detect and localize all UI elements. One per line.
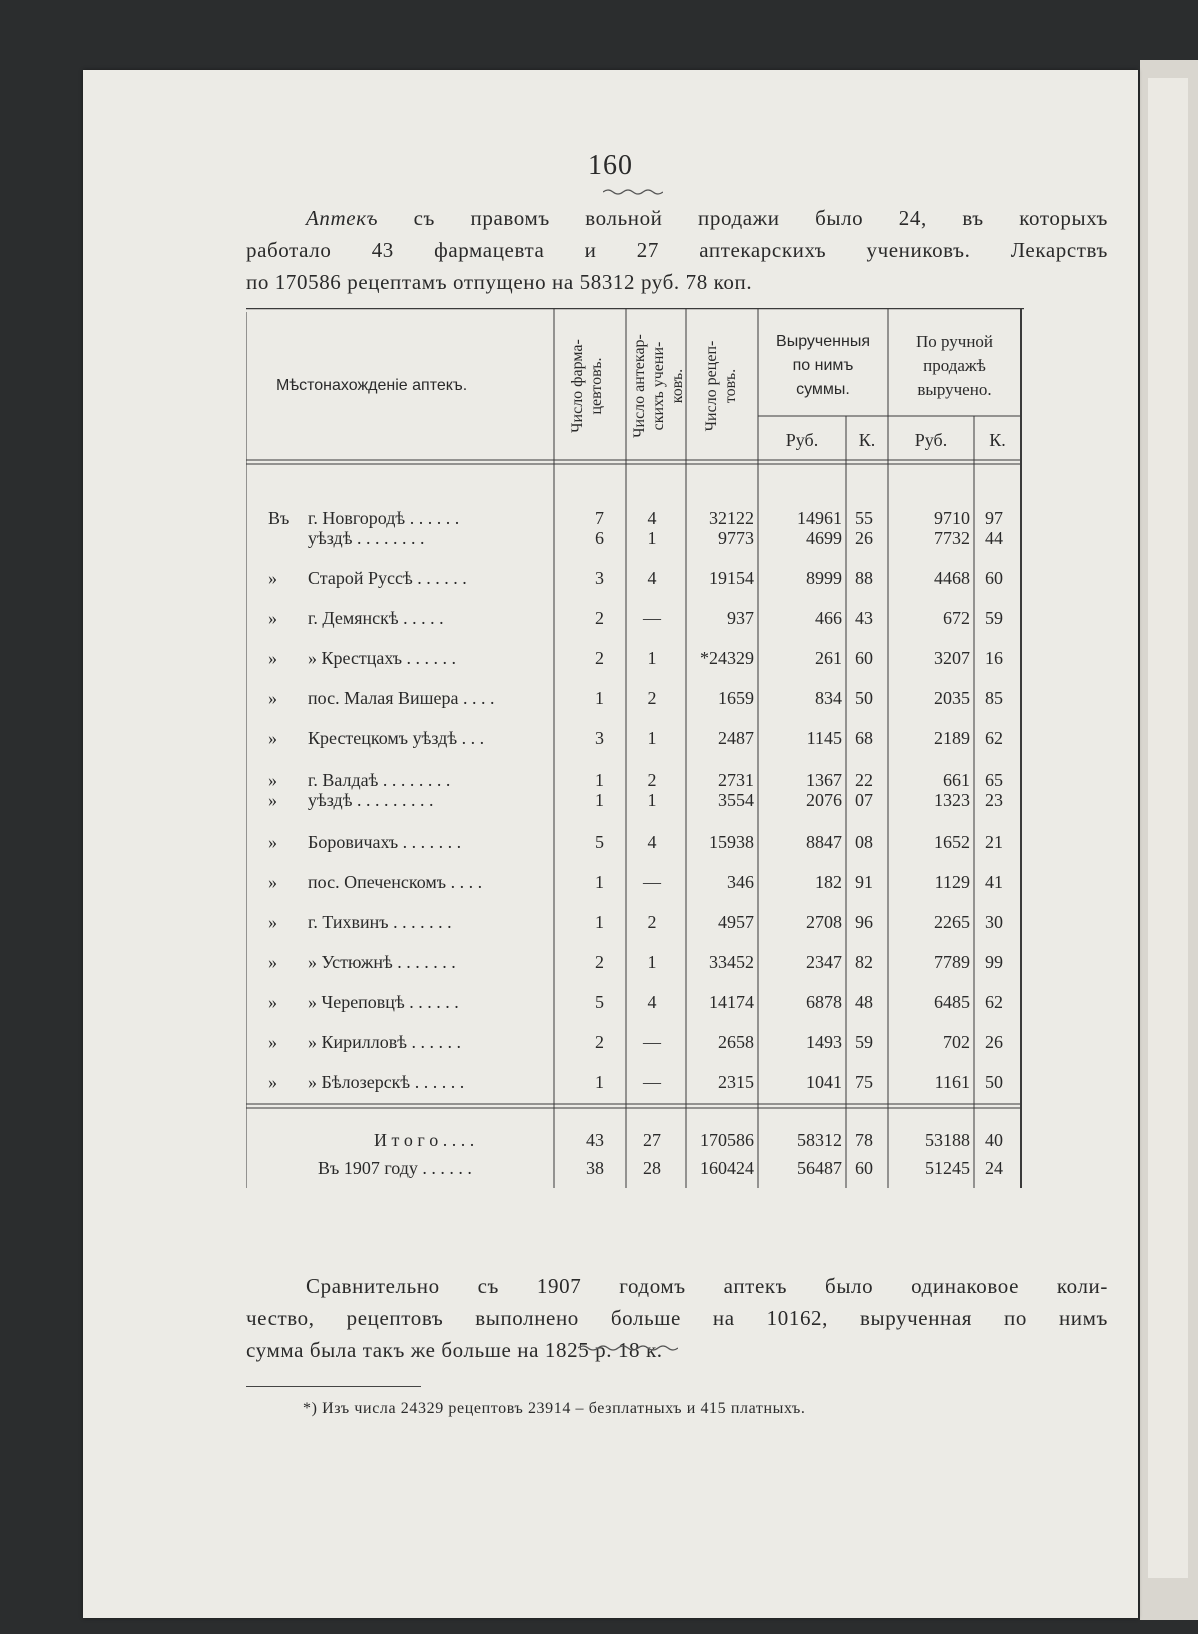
total-label: И т о г о . . . .	[374, 1130, 475, 1150]
header-apprentices-line-3: ковъ.	[669, 368, 686, 404]
row-manual-rub: 6485	[934, 992, 970, 1012]
row-manual-rub: 7732	[934, 528, 970, 548]
row-apprentices: 2	[647, 770, 657, 790]
row-apprentices: 4	[647, 508, 657, 528]
row-prefix: »	[268, 770, 277, 790]
row-recipes: 15938	[709, 832, 754, 852]
row-kop: 82	[855, 952, 873, 972]
header-apprentices	[630, 316, 687, 456]
header-pharmacists-line-1: Число фарма-	[569, 339, 586, 433]
row-apprentices: 1	[647, 528, 657, 548]
row-location: Крестецкомъ уѣздѣ . . .	[308, 728, 485, 748]
row-recipes: 1659	[718, 688, 754, 708]
row-manual-rub: 1161	[934, 1072, 970, 1092]
book-page	[83, 70, 1138, 1618]
row-kop: 43	[855, 608, 873, 628]
header-proceeds-line-3: суммы.	[796, 381, 850, 398]
row-apprentices: —	[643, 1032, 661, 1052]
row-rub: 2347	[806, 952, 842, 972]
header-proceeds	[758, 330, 888, 402]
row-apprentices: 1	[647, 790, 657, 810]
row-manual-kop: 41	[985, 872, 1003, 892]
row-kop: 22	[855, 770, 873, 790]
row-pharmacists: 3	[595, 568, 604, 588]
row-rub: 2076	[806, 790, 842, 810]
row-rub: 8999	[806, 568, 842, 588]
pharmacy-table	[246, 308, 1024, 1268]
page-number: 160	[588, 150, 633, 181]
row-rub: 4699	[806, 528, 842, 548]
header-recipes	[702, 316, 740, 456]
row-kop: 55	[855, 508, 873, 528]
row-manual-kop: 65	[985, 770, 1003, 790]
header-proceeds-line-1: Вырученныя	[776, 333, 870, 350]
row-apprentices: 4	[647, 832, 657, 852]
row-manual-rub: 1652	[934, 832, 970, 852]
row-manual-rub: 1129	[934, 872, 970, 892]
row-prefix: »	[268, 832, 277, 852]
row-manual-rub: 2265	[934, 912, 970, 932]
row-kop: 08	[855, 832, 873, 852]
row-recipes: 937	[727, 608, 754, 628]
row-rub: 8847	[806, 832, 842, 852]
row-location: » Крестцахъ . . . . . .	[308, 648, 457, 668]
row-apprentices: 1	[647, 648, 657, 668]
row-manual-rub: 2035	[934, 688, 970, 708]
row-rub: 1493	[806, 1032, 842, 1052]
row-recipes: 32122	[709, 508, 754, 528]
row-location: Старой Руссѣ . . . . . .	[308, 568, 467, 588]
header-manual-line-2: продажѣ	[923, 356, 986, 375]
row-manual-rub: 702	[943, 1032, 970, 1052]
row-prefix: »	[268, 648, 277, 668]
total-apprentices: 28	[643, 1158, 661, 1178]
footnote: *) Изъ числа 24329 рецептовъ 23914 – безплатныхъ и 415 платныхъ.	[303, 1400, 806, 1417]
row-pharmacists: 1	[595, 688, 604, 708]
row-kop: 50	[855, 688, 873, 708]
total-recipes: 160424	[700, 1158, 754, 1178]
row-location: » Устюжнѣ . . . . . . .	[308, 952, 456, 972]
intro-paragraph	[246, 202, 1108, 298]
row-recipes: 14174	[709, 992, 754, 1012]
row-pharmacists: 1	[595, 770, 604, 790]
row-apprentices: 1	[647, 952, 657, 972]
total-label: Въ 1907 году . . . . . .	[318, 1158, 472, 1178]
row-manual-kop: 26	[985, 1032, 1003, 1052]
adjacent-page-edge-inner	[1148, 78, 1188, 1578]
row-recipes: *24329	[700, 648, 754, 668]
row-apprentices: 4	[647, 568, 657, 588]
row-manual-kop: 59	[985, 608, 1003, 628]
row-rub: 834	[815, 688, 842, 708]
row-manual-kop: 97	[985, 508, 1003, 528]
row-pharmacists: 7	[595, 508, 604, 528]
row-kop: 59	[855, 1032, 873, 1052]
row-pharmacists: 5	[595, 832, 604, 852]
row-manual-rub: 672	[943, 608, 970, 628]
row-prefix: »	[268, 568, 277, 588]
row-manual-kop: 50	[985, 1072, 1003, 1092]
row-location: г. Новгородѣ . . . . . .	[308, 508, 460, 528]
row-apprentices: 1	[647, 728, 657, 748]
ornament-squiggle-bottom	[578, 1344, 678, 1352]
row-recipes: 3554	[718, 790, 754, 810]
row-location: пос. Малая Вишера . . . .	[308, 688, 495, 708]
row-prefix: »	[268, 1072, 277, 1092]
header-proceeds-line-2: по нимъ	[792, 357, 854, 374]
row-manual-rub: 2189	[934, 728, 970, 748]
row-manual-kop: 62	[985, 992, 1003, 1012]
row-recipes: 19154	[709, 568, 754, 588]
row-recipes: 2731	[718, 770, 754, 790]
header-recipes-line-2: товъ.	[722, 368, 739, 404]
row-manual-kop: 21	[985, 832, 1003, 852]
row-location: Боровичахъ . . . . . . .	[308, 832, 462, 852]
row-pharmacists: 2	[595, 608, 604, 628]
outro-line-1: Сравнительно съ 1907 годомъ аптекъ было одинаковое коли-	[306, 1274, 1108, 1298]
row-apprentices: —	[643, 608, 661, 628]
header-pharmacists	[568, 316, 606, 456]
row-prefix: »	[268, 728, 277, 748]
total-rub: 58312	[797, 1130, 842, 1150]
header-rub-2: Руб.	[914, 430, 948, 450]
row-manual-rub: 7789	[934, 952, 970, 972]
row-pharmacists: 6	[595, 528, 604, 548]
row-manual-rub: 4468	[934, 568, 970, 588]
row-pharmacists: 1	[595, 1072, 604, 1092]
row-manual-kop: 16	[985, 648, 1003, 668]
row-pharmacists: 1	[595, 872, 604, 892]
total-pharmacists: 38	[586, 1158, 604, 1178]
row-pharmacists: 3	[595, 728, 604, 748]
row-recipes: 2315	[718, 1072, 754, 1092]
row-apprentices: 2	[647, 688, 657, 708]
header-recipes-line-1: Число рецеп-	[703, 340, 720, 432]
row-kop: 07	[855, 790, 873, 810]
row-location: уѣздѣ . . . . . . . . .	[308, 790, 434, 810]
total-apprentices: 27	[643, 1130, 661, 1150]
row-pharmacists: 2	[595, 1032, 604, 1052]
total-rub: 56487	[797, 1158, 842, 1178]
row-rub: 14961	[797, 508, 842, 528]
header-rub-1: Руб.	[785, 430, 819, 450]
row-rub: 466	[815, 608, 842, 628]
header-manual-line-1: По ручной	[915, 332, 994, 351]
header-kop-2: К.	[989, 430, 1006, 450]
row-apprentices: —	[643, 872, 661, 892]
row-rub: 1041	[806, 1072, 842, 1092]
total-kop: 78	[855, 1130, 873, 1150]
row-recipes: 33452	[709, 952, 754, 972]
row-manual-kop: 23	[985, 790, 1003, 810]
row-apprentices: —	[643, 1072, 661, 1092]
row-apprentices: 2	[647, 912, 657, 932]
row-prefix: »	[268, 952, 277, 972]
ornament-squiggle	[603, 188, 663, 196]
row-recipes: 346	[727, 872, 754, 892]
row-prefix: »	[268, 608, 277, 628]
row-pharmacists: 1	[595, 912, 604, 932]
row-recipes: 2487	[718, 728, 754, 748]
header-apprentices-line-2: скихъ учени-	[650, 341, 667, 431]
intro-line-3: по 170586 рецептамъ отпущено на 58312 руб. 78 коп.	[246, 270, 753, 294]
header-kop-1: К.	[858, 430, 876, 450]
row-recipes: 9773	[718, 528, 754, 548]
row-prefix: Въ	[268, 508, 290, 528]
row-pharmacists: 1	[595, 790, 604, 810]
row-manual-kop: 60	[985, 568, 1003, 588]
row-rub: 1145	[806, 728, 842, 748]
row-prefix: »	[268, 912, 277, 932]
row-kop: 48	[855, 992, 873, 1012]
row-location: г. Тихвинъ . . . . . . .	[308, 912, 452, 932]
row-prefix: »	[268, 790, 277, 810]
intro-line-1: съ правомъ вольной продажи было 24, въ которыхъ	[413, 206, 1108, 230]
row-kop: 91	[855, 872, 873, 892]
row-prefix: »	[268, 1032, 277, 1052]
row-location: г. Демянскѣ . . . . .	[308, 608, 444, 628]
row-kop: 60	[855, 648, 873, 668]
row-location: » Кирилловѣ . . . . . .	[308, 1032, 462, 1052]
total-manual-rub: 51245	[925, 1158, 970, 1178]
row-manual-kop: 44	[985, 528, 1003, 548]
outro-line-3: сумма была такъ же больше на 1825 р. 18 к.	[246, 1338, 663, 1362]
header-manual	[888, 330, 1021, 402]
row-kop: 26	[855, 528, 873, 548]
row-rub: 182	[815, 872, 842, 892]
row-manual-kop: 62	[985, 728, 1003, 748]
row-recipes: 2658	[718, 1032, 754, 1052]
total-manual-kop: 40	[985, 1130, 1003, 1150]
row-pharmacists: 5	[595, 992, 604, 1012]
row-kop: 75	[855, 1072, 873, 1092]
row-kop: 96	[855, 912, 873, 932]
header-pharmacists-line-2: цевтовъ.	[588, 357, 605, 415]
row-rub: 6878	[806, 992, 842, 1012]
outro-line-2: чество, рецептовъ выполнено больше на 10162, вырученная по нимъ	[246, 1306, 1108, 1330]
footnote-rule	[246, 1386, 421, 1387]
row-rub: 261	[815, 648, 842, 668]
row-location: » Череповцѣ . . . . . .	[308, 992, 459, 1012]
total-manual-kop: 24	[985, 1158, 1003, 1178]
row-rub: 1367	[806, 770, 842, 790]
intro-lead: Аптекъ	[306, 206, 379, 230]
row-recipes: 4957	[718, 912, 754, 932]
row-manual-rub: 661	[943, 770, 970, 790]
row-manual-rub: 1323	[934, 790, 970, 810]
header-apprentices-line-1: Число антекар-	[631, 334, 648, 438]
row-location: пос. Опеченскомъ . . . .	[308, 872, 483, 892]
total-manual-rub: 53188	[925, 1130, 970, 1150]
row-apprentices: 4	[647, 992, 657, 1012]
row-prefix: »	[268, 872, 277, 892]
intro-line-2: работало 43 фармацевта и 27 аптекарскихъ учениковъ. Лекарствъ	[246, 238, 1108, 262]
row-manual-rub: 9710	[934, 508, 970, 528]
header-manual-line-3: выручено.	[917, 380, 992, 399]
row-kop: 68	[855, 728, 873, 748]
row-manual-kop: 30	[985, 912, 1003, 932]
row-location: » Бѣлозерскѣ . . . . . .	[308, 1072, 465, 1092]
row-rub: 2708	[806, 912, 842, 932]
row-prefix: »	[268, 992, 277, 1012]
row-manual-kop: 99	[985, 952, 1003, 972]
total-recipes: 170586	[700, 1130, 754, 1150]
row-kop: 88	[855, 568, 873, 588]
row-pharmacists: 2	[595, 648, 604, 668]
total-kop: 60	[855, 1158, 873, 1178]
header-location: Мѣстонахожденіе аптекъ.	[276, 377, 468, 394]
row-manual-kop: 85	[985, 688, 1003, 708]
row-location: уѣздѣ . . . . . . . .	[308, 528, 425, 548]
row-location: г. Валдаѣ . . . . . . . .	[308, 770, 451, 790]
row-prefix: »	[268, 688, 277, 708]
row-pharmacists: 2	[595, 952, 604, 972]
total-pharmacists: 43	[586, 1130, 604, 1150]
row-manual-rub: 3207	[934, 648, 970, 668]
